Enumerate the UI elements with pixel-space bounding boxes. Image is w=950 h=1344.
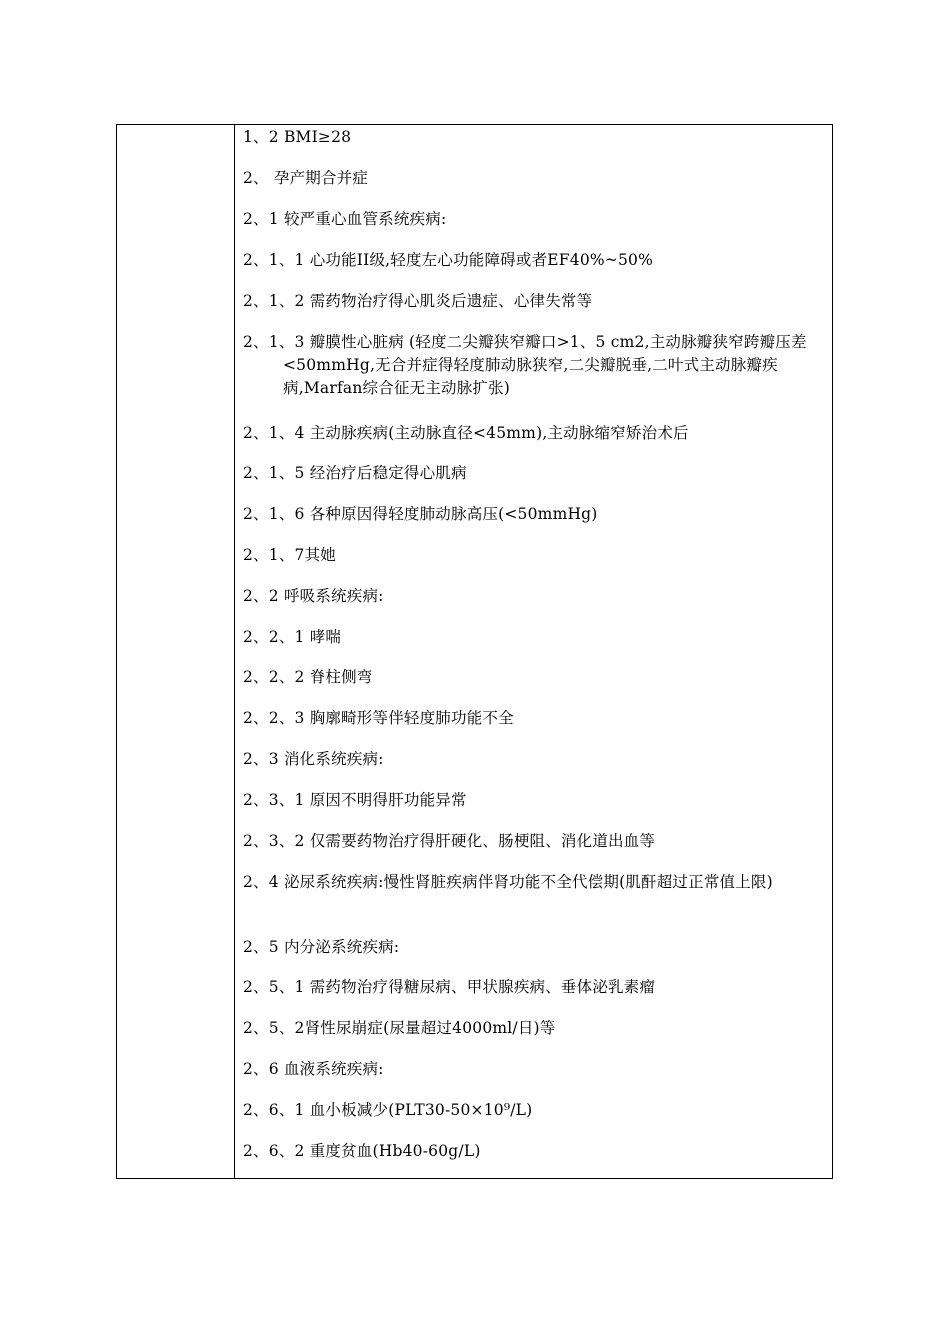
label-cell: [117, 125, 235, 1178]
content-cell: [235, 125, 832, 1178]
list-item: 2、3、2 仅需要药物治疗得肝硬化、肠梗阻、消化道出血等: [243, 832, 656, 850]
list-item: 1、2 BMI≥28: [243, 128, 352, 146]
list-item: 2、1、1 心功能II级,轻度左心功能障碍或者EF40%~50%: [243, 251, 654, 269]
list-item: 2、2、2 脊柱侧弯: [243, 668, 373, 686]
list-item: 2、2、3 胸廓畸形等伴轻度肺功能不全: [243, 709, 514, 727]
list-item: 2、1、4 主动脉疾病(主动脉直径<45mm),主动脉缩窄矫治术后: [243, 424, 689, 442]
list-item: 2、3、1 原因不明得肝功能异常: [243, 791, 467, 809]
list-item: 2、1、7其她: [243, 546, 336, 564]
list-item: 2、1、2 需药物治疗得心肌炎后遗症、心律失常等: [243, 292, 593, 310]
list-item: 2、1、3 瓣膜性心脏病 (轻度二尖瓣狭窄瓣口>1、5 cm2,主动脉瓣狭窄跨瓣压差<50mmHg,无合并症得轻度肺动脉狭窄,二尖瓣脱垂,二叶式主动脉瓣疾病,Marfan综合征无主动脉扩张): [243, 333, 807, 397]
list-item: 2、2、1 哮喘: [243, 628, 342, 646]
list-item: 2、6、1 血小板减少(PLT30-50×10⁹/L): [243, 1101, 533, 1119]
list-item: 2、1、5 经治疗后稳定得心肌病: [243, 464, 467, 482]
list-item: 2、6 血液系统疾病:: [243, 1060, 384, 1078]
list-item: 2、1 较严重心血管系统疾病:: [243, 210, 447, 228]
list-item: 2、3 消化系统疾病:: [243, 750, 384, 768]
list-item: 2、4 泌尿系统疾病:慢性肾脏疾病伴肾功能不全代偿期(肌酐超过正常值上限): [243, 873, 773, 891]
list-item: 2、 孕产期合并症: [243, 169, 369, 187]
list-item: 2、1、6 各种原因得轻度肺动脉高压(<50mmHg): [243, 505, 598, 523]
list-item: 2、5 内分泌系统疾病:: [243, 938, 400, 956]
list-item: 2、5、1 需药物治疗得糖尿病、甲状腺疾病、垂体泌乳素瘤: [243, 978, 656, 996]
list-item: 2、6、2 重度贫血(Hb40-60g/L): [243, 1142, 481, 1160]
list-item: 2、5、2肾性尿崩症(尿量超过4000ml/日)等: [243, 1019, 556, 1037]
list-item: 2、2 呼吸系统疾病:: [243, 587, 384, 605]
content-table: [116, 124, 833, 1179]
